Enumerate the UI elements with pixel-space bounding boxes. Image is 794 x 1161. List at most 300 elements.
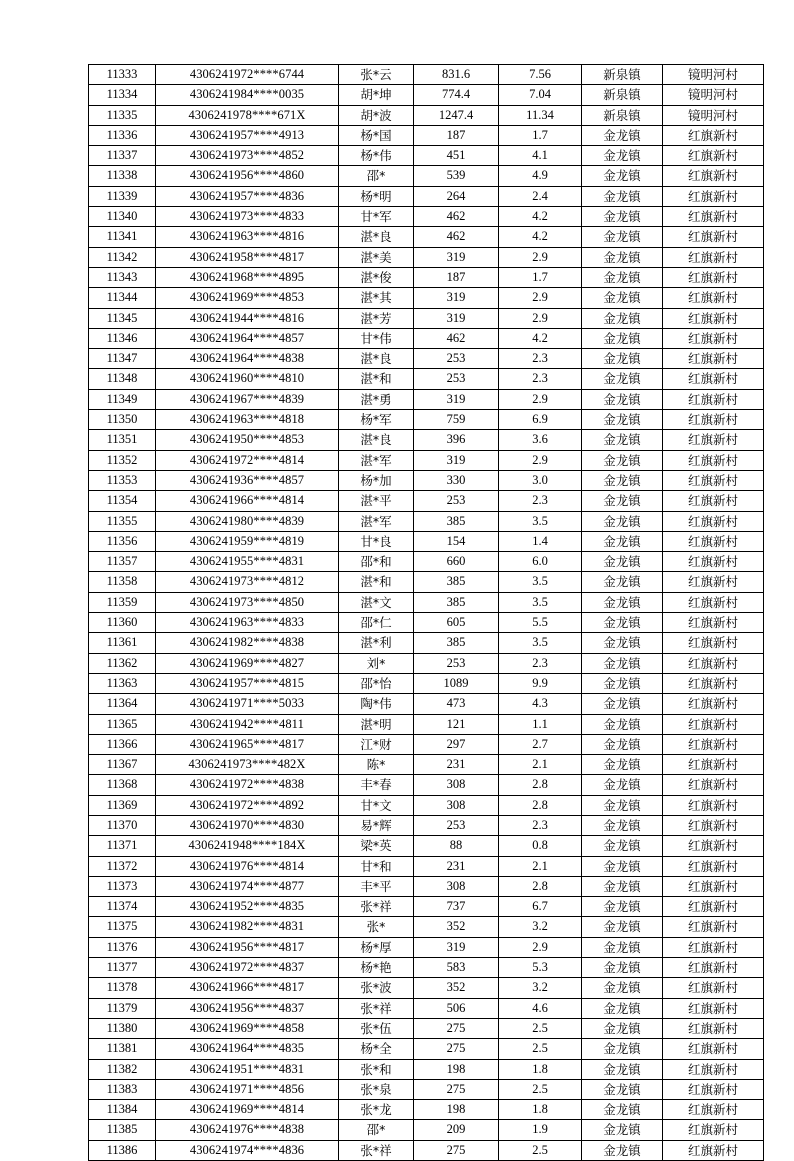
row-village: 红旗新村 [663, 552, 764, 572]
row-town: 金龙镇 [582, 247, 663, 267]
table-row [89, 917, 764, 937]
row-town: 金龙镇 [582, 328, 663, 348]
row-id-number: 4306241951****4831 [156, 1059, 339, 1079]
row-amount: 231 [414, 755, 499, 775]
row-id-number: 4306241971****4856 [156, 1079, 339, 1099]
row-town: 金龙镇 [582, 511, 663, 531]
row-rate: 7.04 [499, 85, 582, 105]
row-rate: 2.3 [499, 491, 582, 511]
row-index: 11363 [89, 673, 156, 693]
row-rate: 1.7 [499, 125, 582, 145]
row-id-number: 4306241980****4839 [156, 511, 339, 531]
row-village: 红旗新村 [663, 1018, 764, 1038]
table-row [89, 998, 764, 1018]
row-rate: 6.0 [499, 552, 582, 572]
row-amount: 737 [414, 897, 499, 917]
row-name: 胡*坤 [339, 85, 414, 105]
row-index: 11350 [89, 410, 156, 430]
row-village: 红旗新村 [663, 1140, 764, 1160]
row-rate: 2.5 [499, 1079, 582, 1099]
table-row [89, 815, 764, 835]
table-row [89, 511, 764, 531]
row-rate: 5.5 [499, 613, 582, 633]
row-rate: 4.2 [499, 207, 582, 227]
row-rate: 2.3 [499, 815, 582, 835]
row-town: 金龙镇 [582, 613, 663, 633]
row-id-number: 4306241960****4810 [156, 369, 339, 389]
row-name: 张* [339, 917, 414, 937]
row-id-number: 4306241973****4812 [156, 572, 339, 592]
table-row [89, 775, 764, 795]
row-amount: 462 [414, 227, 499, 247]
row-index: 11351 [89, 430, 156, 450]
row-village: 红旗新村 [663, 1079, 764, 1099]
row-amount: 774.4 [414, 85, 499, 105]
row-town: 金龙镇 [582, 430, 663, 450]
row-village: 红旗新村 [663, 633, 764, 653]
row-amount: 319 [414, 288, 499, 308]
table-row [89, 714, 764, 734]
row-village: 红旗新村 [663, 511, 764, 531]
row-index: 11358 [89, 572, 156, 592]
row-name: 湛*良 [339, 349, 414, 369]
row-id-number: 4306241956****4837 [156, 998, 339, 1018]
row-index: 11383 [89, 1079, 156, 1099]
row-village: 红旗新村 [663, 389, 764, 409]
row-rate: 6.9 [499, 410, 582, 430]
row-id-number: 4306241957****4836 [156, 186, 339, 206]
row-index: 11369 [89, 795, 156, 815]
row-index: 11384 [89, 1100, 156, 1120]
row-rate: 3.5 [499, 511, 582, 531]
table-row [89, 410, 764, 430]
row-id-number: 4306241973****4833 [156, 207, 339, 227]
row-id-number: 4306241976****4838 [156, 1120, 339, 1140]
row-village: 红旗新村 [663, 795, 764, 815]
row-amount: 583 [414, 958, 499, 978]
row-amount: 831.6 [414, 65, 499, 85]
row-index: 11338 [89, 166, 156, 186]
row-name: 湛*勇 [339, 389, 414, 409]
row-town: 金龙镇 [582, 1018, 663, 1038]
row-rate: 5.3 [499, 958, 582, 978]
row-name: 张*泉 [339, 1079, 414, 1099]
row-rate: 2.9 [499, 389, 582, 409]
row-rate: 2.8 [499, 795, 582, 815]
row-index: 11361 [89, 633, 156, 653]
row-name: 张*云 [339, 65, 414, 85]
row-name: 甘*文 [339, 795, 414, 815]
row-town: 金龙镇 [582, 491, 663, 511]
row-index: 11344 [89, 288, 156, 308]
row-name: 张*祥 [339, 897, 414, 917]
row-amount: 385 [414, 511, 499, 531]
row-town: 新泉镇 [582, 105, 663, 125]
row-name: 湛*俊 [339, 267, 414, 287]
row-rate: 2.9 [499, 247, 582, 267]
row-town: 金龙镇 [582, 815, 663, 835]
row-index: 11339 [89, 186, 156, 206]
row-id-number: 4306241976****4814 [156, 856, 339, 876]
row-rate: 2.3 [499, 653, 582, 673]
row-village: 红旗新村 [663, 166, 764, 186]
row-id-number: 4306241984****0035 [156, 85, 339, 105]
row-village: 红旗新村 [663, 694, 764, 714]
row-rate: 4.6 [499, 998, 582, 1018]
row-name: 张*伍 [339, 1018, 414, 1038]
row-id-number: 4306241966****4814 [156, 491, 339, 511]
table-row [89, 85, 764, 105]
row-town: 金龙镇 [582, 1140, 663, 1160]
row-village: 红旗新村 [663, 937, 764, 957]
row-village: 红旗新村 [663, 470, 764, 490]
row-town: 新泉镇 [582, 65, 663, 85]
table-row [89, 166, 764, 186]
row-village: 红旗新村 [663, 897, 764, 917]
table-row [89, 349, 764, 369]
table-row [89, 430, 764, 450]
row-village: 红旗新村 [663, 267, 764, 287]
row-town: 金龙镇 [582, 633, 663, 653]
row-amount: 605 [414, 613, 499, 633]
row-amount: 209 [414, 1120, 499, 1140]
row-town: 金龙镇 [582, 653, 663, 673]
row-village: 红旗新村 [663, 308, 764, 328]
row-rate: 2.3 [499, 349, 582, 369]
row-amount: 187 [414, 267, 499, 287]
row-name: 湛*军 [339, 511, 414, 531]
row-amount: 319 [414, 389, 499, 409]
row-rate: 3.2 [499, 917, 582, 937]
row-id-number: 4306241955****4831 [156, 552, 339, 572]
table-row [89, 125, 764, 145]
row-amount: 319 [414, 247, 499, 267]
row-village: 红旗新村 [663, 227, 764, 247]
row-id-number: 4306241952****4835 [156, 897, 339, 917]
row-id-number: 4306241942****4811 [156, 714, 339, 734]
row-town: 金龙镇 [582, 673, 663, 693]
row-index: 11371 [89, 836, 156, 856]
row-amount: 154 [414, 531, 499, 551]
row-village: 红旗新村 [663, 349, 764, 369]
row-rate: 6.7 [499, 897, 582, 917]
row-name: 邵* [339, 166, 414, 186]
row-name: 杨*伟 [339, 146, 414, 166]
row-rate: 4.1 [499, 146, 582, 166]
row-name: 邵*和 [339, 552, 414, 572]
row-id-number: 4306241965****4817 [156, 734, 339, 754]
row-index: 11372 [89, 856, 156, 876]
row-amount: 462 [414, 207, 499, 227]
table-row [89, 552, 764, 572]
row-amount: 319 [414, 937, 499, 957]
row-index: 11346 [89, 328, 156, 348]
row-amount: 253 [414, 369, 499, 389]
row-amount: 539 [414, 166, 499, 186]
row-rate: 9.9 [499, 673, 582, 693]
table-row [89, 65, 764, 85]
row-name: 甘*伟 [339, 328, 414, 348]
row-id-number: 4306241967****4839 [156, 389, 339, 409]
row-village: 红旗新村 [663, 1100, 764, 1120]
row-name: 湛*良 [339, 227, 414, 247]
row-village: 红旗新村 [663, 207, 764, 227]
row-village: 红旗新村 [663, 450, 764, 470]
row-village: 红旗新村 [663, 186, 764, 206]
row-village: 红旗新村 [663, 491, 764, 511]
row-town: 金龙镇 [582, 1059, 663, 1079]
row-rate: 3.6 [499, 430, 582, 450]
row-amount: 451 [414, 146, 499, 166]
row-rate: 2.4 [499, 186, 582, 206]
records-table [88, 64, 764, 1161]
row-index: 11335 [89, 105, 156, 125]
row-rate: 2.5 [499, 1018, 582, 1038]
row-amount: 253 [414, 349, 499, 369]
row-rate: 0.8 [499, 836, 582, 856]
row-id-number: 4306241972****4814 [156, 450, 339, 470]
row-town: 金龙镇 [582, 1039, 663, 1059]
row-village: 红旗新村 [663, 247, 764, 267]
table-row [89, 1018, 764, 1038]
row-index: 11334 [89, 85, 156, 105]
row-index: 11355 [89, 511, 156, 531]
row-index: 11348 [89, 369, 156, 389]
row-name: 丰*春 [339, 775, 414, 795]
table-row [89, 897, 764, 917]
row-town: 金龙镇 [582, 308, 663, 328]
table-row [89, 795, 764, 815]
table-row [89, 470, 764, 490]
row-rate: 3.2 [499, 978, 582, 998]
row-name: 杨*加 [339, 470, 414, 490]
row-village: 红旗新村 [663, 978, 764, 998]
row-name: 易*辉 [339, 815, 414, 835]
row-rate: 2.1 [499, 856, 582, 876]
row-name: 杨*明 [339, 186, 414, 206]
row-index: 11343 [89, 267, 156, 287]
row-rate: 3.5 [499, 592, 582, 612]
row-name: 湛*和 [339, 572, 414, 592]
row-index: 11365 [89, 714, 156, 734]
row-village: 红旗新村 [663, 125, 764, 145]
row-rate: 2.5 [499, 1140, 582, 1160]
row-village: 红旗新村 [663, 410, 764, 430]
row-town: 金龙镇 [582, 694, 663, 714]
row-index: 11379 [89, 998, 156, 1018]
row-town: 金龙镇 [582, 795, 663, 815]
row-amount: 396 [414, 430, 499, 450]
row-index: 11368 [89, 775, 156, 795]
row-town: 金龙镇 [582, 369, 663, 389]
row-name: 陶*伟 [339, 694, 414, 714]
row-index: 11386 [89, 1140, 156, 1160]
row-index: 11342 [89, 247, 156, 267]
row-id-number: 4306241972****4892 [156, 795, 339, 815]
row-town: 金龙镇 [582, 1079, 663, 1099]
row-name: 张*祥 [339, 1140, 414, 1160]
row-name: 湛*良 [339, 430, 414, 450]
row-amount: 1089 [414, 673, 499, 693]
row-rate: 3.0 [499, 470, 582, 490]
table-row [89, 1140, 764, 1160]
row-amount: 198 [414, 1100, 499, 1120]
row-town: 金龙镇 [582, 897, 663, 917]
row-id-number: 4306241957****4913 [156, 125, 339, 145]
row-village: 红旗新村 [663, 714, 764, 734]
row-name: 邵*怡 [339, 673, 414, 693]
row-name: 湛*芳 [339, 308, 414, 328]
row-village: 红旗新村 [663, 917, 764, 937]
row-name: 江*财 [339, 734, 414, 754]
row-village: 红旗新村 [663, 836, 764, 856]
row-id-number: 4306241968****4895 [156, 267, 339, 287]
row-id-number: 4306241963****4818 [156, 410, 339, 430]
row-index: 11341 [89, 227, 156, 247]
row-name: 湛*其 [339, 288, 414, 308]
row-town: 金龙镇 [582, 389, 663, 409]
row-rate: 4.2 [499, 227, 582, 247]
table-row [89, 531, 764, 551]
row-rate: 11.34 [499, 105, 582, 125]
row-amount: 198 [414, 1059, 499, 1079]
table-row [89, 186, 764, 206]
row-amount: 297 [414, 734, 499, 754]
row-town: 金龙镇 [582, 267, 663, 287]
row-town: 金龙镇 [582, 186, 663, 206]
row-town: 金龙镇 [582, 917, 663, 937]
row-town: 金龙镇 [582, 775, 663, 795]
row-index: 11374 [89, 897, 156, 917]
table-row [89, 937, 764, 957]
row-village: 红旗新村 [663, 146, 764, 166]
row-town: 金龙镇 [582, 349, 663, 369]
row-village: 红旗新村 [663, 673, 764, 693]
row-amount: 275 [414, 1140, 499, 1160]
row-name: 张*祥 [339, 998, 414, 1018]
row-town: 金龙镇 [582, 836, 663, 856]
row-village: 红旗新村 [663, 1039, 764, 1059]
row-rate: 2.9 [499, 288, 582, 308]
row-town: 金龙镇 [582, 876, 663, 896]
row-name: 胡*波 [339, 105, 414, 125]
row-id-number: 4306241978****671X [156, 105, 339, 125]
row-town: 金龙镇 [582, 978, 663, 998]
row-village: 红旗新村 [663, 430, 764, 450]
row-village: 红旗新村 [663, 998, 764, 1018]
row-name: 杨*全 [339, 1039, 414, 1059]
row-amount: 385 [414, 633, 499, 653]
row-name: 湛*平 [339, 491, 414, 511]
row-village: 红旗新村 [663, 958, 764, 978]
row-id-number: 4306241970****4830 [156, 815, 339, 835]
row-index: 11362 [89, 653, 156, 673]
row-index: 11349 [89, 389, 156, 409]
row-town: 金龙镇 [582, 207, 663, 227]
row-name: 甘*良 [339, 531, 414, 551]
row-name: 湛*和 [339, 369, 414, 389]
row-village: 红旗新村 [663, 613, 764, 633]
row-index: 11366 [89, 734, 156, 754]
table-row [89, 694, 764, 714]
row-id-number: 4306241950****4853 [156, 430, 339, 450]
row-amount: 473 [414, 694, 499, 714]
row-village: 红旗新村 [663, 815, 764, 835]
row-town: 金龙镇 [582, 288, 663, 308]
table-row [89, 734, 764, 754]
row-town: 金龙镇 [582, 531, 663, 551]
row-town: 金龙镇 [582, 125, 663, 145]
row-amount: 231 [414, 856, 499, 876]
row-id-number: 4306241963****4833 [156, 613, 339, 633]
row-village: 红旗新村 [663, 592, 764, 612]
row-name: 梁*英 [339, 836, 414, 856]
table-row [89, 572, 764, 592]
row-amount: 308 [414, 876, 499, 896]
row-id-number: 4306241956****4817 [156, 937, 339, 957]
row-index: 11377 [89, 958, 156, 978]
row-name: 张*波 [339, 978, 414, 998]
row-index: 11352 [89, 450, 156, 470]
row-rate: 2.1 [499, 755, 582, 775]
row-amount: 88 [414, 836, 499, 856]
row-name: 湛*文 [339, 592, 414, 612]
row-village: 红旗新村 [663, 1059, 764, 1079]
row-index: 11347 [89, 349, 156, 369]
row-index: 11340 [89, 207, 156, 227]
row-rate: 2.9 [499, 450, 582, 470]
row-name: 甘*和 [339, 856, 414, 876]
row-amount: 308 [414, 775, 499, 795]
row-rate: 3.5 [499, 572, 582, 592]
row-village: 红旗新村 [663, 653, 764, 673]
table-row [89, 755, 764, 775]
row-amount: 385 [414, 572, 499, 592]
row-amount: 121 [414, 714, 499, 734]
row-amount: 264 [414, 186, 499, 206]
row-id-number: 4306241982****4838 [156, 633, 339, 653]
row-amount: 759 [414, 410, 499, 430]
row-village: 红旗新村 [663, 876, 764, 896]
row-rate: 1.9 [499, 1120, 582, 1140]
row-rate: 7.56 [499, 65, 582, 85]
row-rate: 3.5 [499, 633, 582, 653]
row-village: 红旗新村 [663, 531, 764, 551]
row-rate: 1.1 [499, 714, 582, 734]
row-rate: 4.2 [499, 328, 582, 348]
row-rate: 4.9 [499, 166, 582, 186]
table-row [89, 1079, 764, 1099]
row-rate: 1.7 [499, 267, 582, 287]
row-name: 刘* [339, 653, 414, 673]
row-rate: 2.5 [499, 1039, 582, 1059]
row-index: 11356 [89, 531, 156, 551]
row-rate: 1.8 [499, 1100, 582, 1120]
row-index: 11381 [89, 1039, 156, 1059]
table-row [89, 978, 764, 998]
table-row [89, 633, 764, 653]
row-town: 新泉镇 [582, 85, 663, 105]
row-id-number: 4306241969****4814 [156, 1100, 339, 1120]
row-town: 金龙镇 [582, 572, 663, 592]
row-village: 红旗新村 [663, 856, 764, 876]
records-table-body [89, 65, 764, 1161]
row-index: 11354 [89, 491, 156, 511]
row-town: 金龙镇 [582, 856, 663, 876]
row-id-number: 4306241972****6744 [156, 65, 339, 85]
row-id-number: 4306241974****4877 [156, 876, 339, 896]
row-index: 11382 [89, 1059, 156, 1079]
